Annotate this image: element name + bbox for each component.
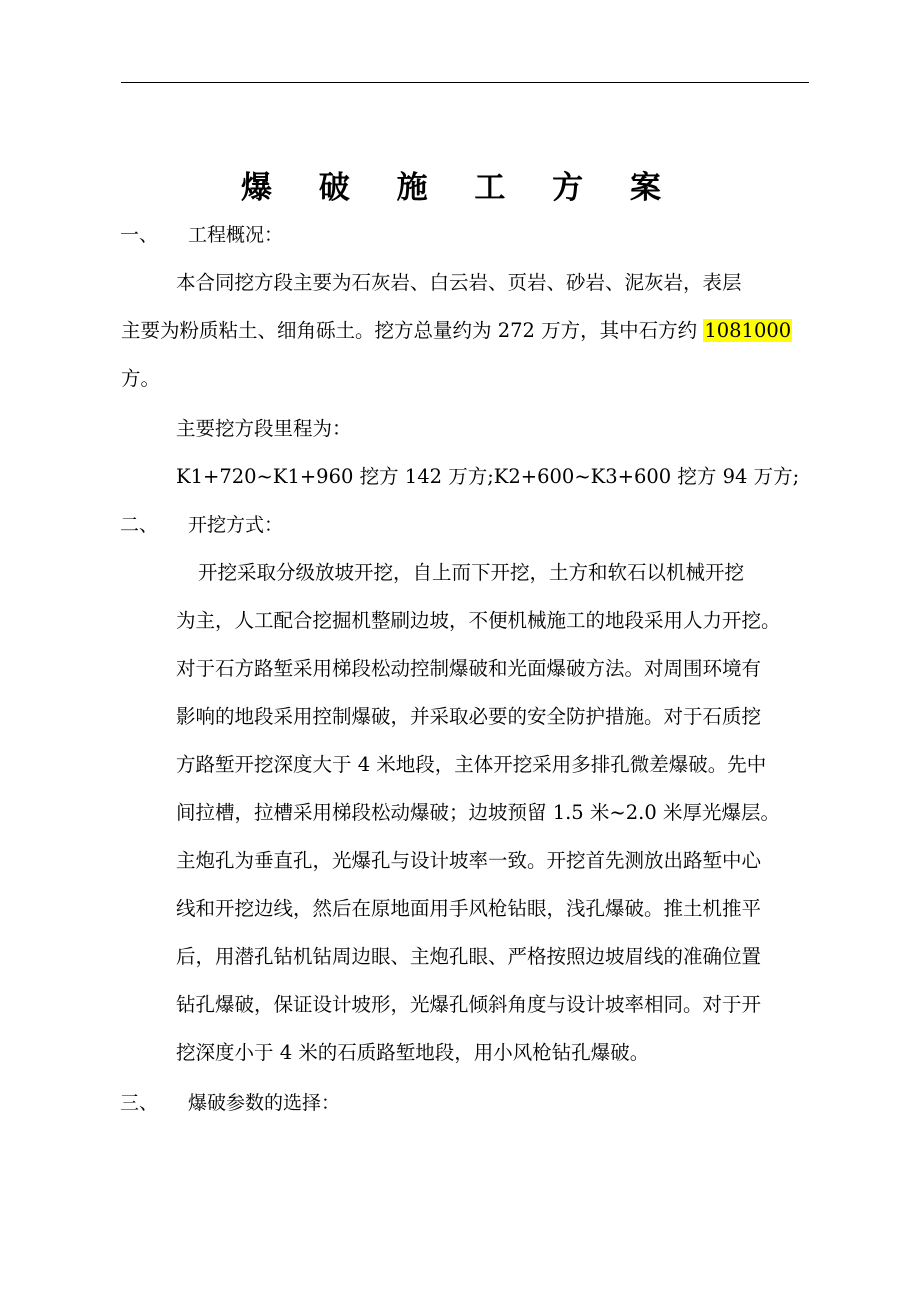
paragraph-line: 方。 <box>121 367 161 390</box>
document-title: 爆 破 施 工 方 案 <box>241 170 679 206</box>
paragraph-line: 钻孔爆破，保证设计坡形，光爆孔倾斜角度与设计坡率相同。对于开 <box>176 993 762 1016</box>
paragraph-line: 挖深度小于 4 米的石质路堑地段，用小风枪钻孔爆破。 <box>176 1041 650 1064</box>
paragraph-line: 后，用潜孔钻机钻周边眼、主炮孔眼、严格按照边坡眉线的准确位置 <box>176 945 762 968</box>
paragraph-text: 主要为粉质粘土、细角砾土。挖方总量约为 272 万方，其中石方约 <box>121 319 704 342</box>
section-number: 三、 <box>120 1092 159 1114</box>
section-title: 爆破参数的选择： <box>188 1092 341 1114</box>
section-heading-1 <box>120 220 283 250</box>
section-title: 开挖方式： <box>188 514 284 536</box>
paragraph-line: 为主，人工配合挖掘机整刷边坡，不便机械施工的地段采用人力开挖。 <box>176 609 781 632</box>
paragraph-line: 线和开挖边线，然后在原地面用手风枪钻眼，浅孔爆破。推土机推平 <box>176 897 762 920</box>
paragraph-line: K1+720~K1+960 挖方 142 万方;K2+600~K3+600 挖方 94 万方; <box>176 465 800 488</box>
section-title: 工程概况： <box>188 224 284 246</box>
paragraph-line: 本合同挖方段主要为石灰岩、白云岩、页岩、砂岩、泥灰岩，表层 <box>176 271 742 294</box>
section-heading-2 <box>120 510 283 540</box>
highlighted-value: 1081000 <box>704 319 792 342</box>
paragraph-line: 方路堑开挖深度大于 4 米地段，主体开挖采用多排孔微差爆破。先中 <box>176 753 767 776</box>
section-heading-3 <box>120 1088 340 1118</box>
section-number: 一、 <box>120 224 159 246</box>
paragraph-line: 间拉槽，拉槽采用梯段松动爆破；边坡预留 1.5 米~2.0 米厚光爆层。 <box>176 801 780 824</box>
paragraph-line: 主要挖方段里程为： <box>176 417 352 440</box>
section-number: 二、 <box>120 514 159 536</box>
paragraph-line <box>121 316 792 346</box>
paragraph-line: 影响的地段采用控制爆破，并采取必要的安全防护措施。对于石质挖 <box>176 705 762 728</box>
paragraph-line: 主炮孔为垂直孔，光爆孔与设计坡率一致。开挖首先测放出路堑中心 <box>176 849 762 872</box>
header-rule <box>121 82 809 83</box>
paragraph-line: 对于石方路堑采用梯段松动控制爆破和光面爆破方法。对周围环境有 <box>176 657 762 680</box>
paragraph-line: 开挖采取分级放坡开挖，自上而下开挖，土方和软石以机械开挖 <box>198 561 745 584</box>
